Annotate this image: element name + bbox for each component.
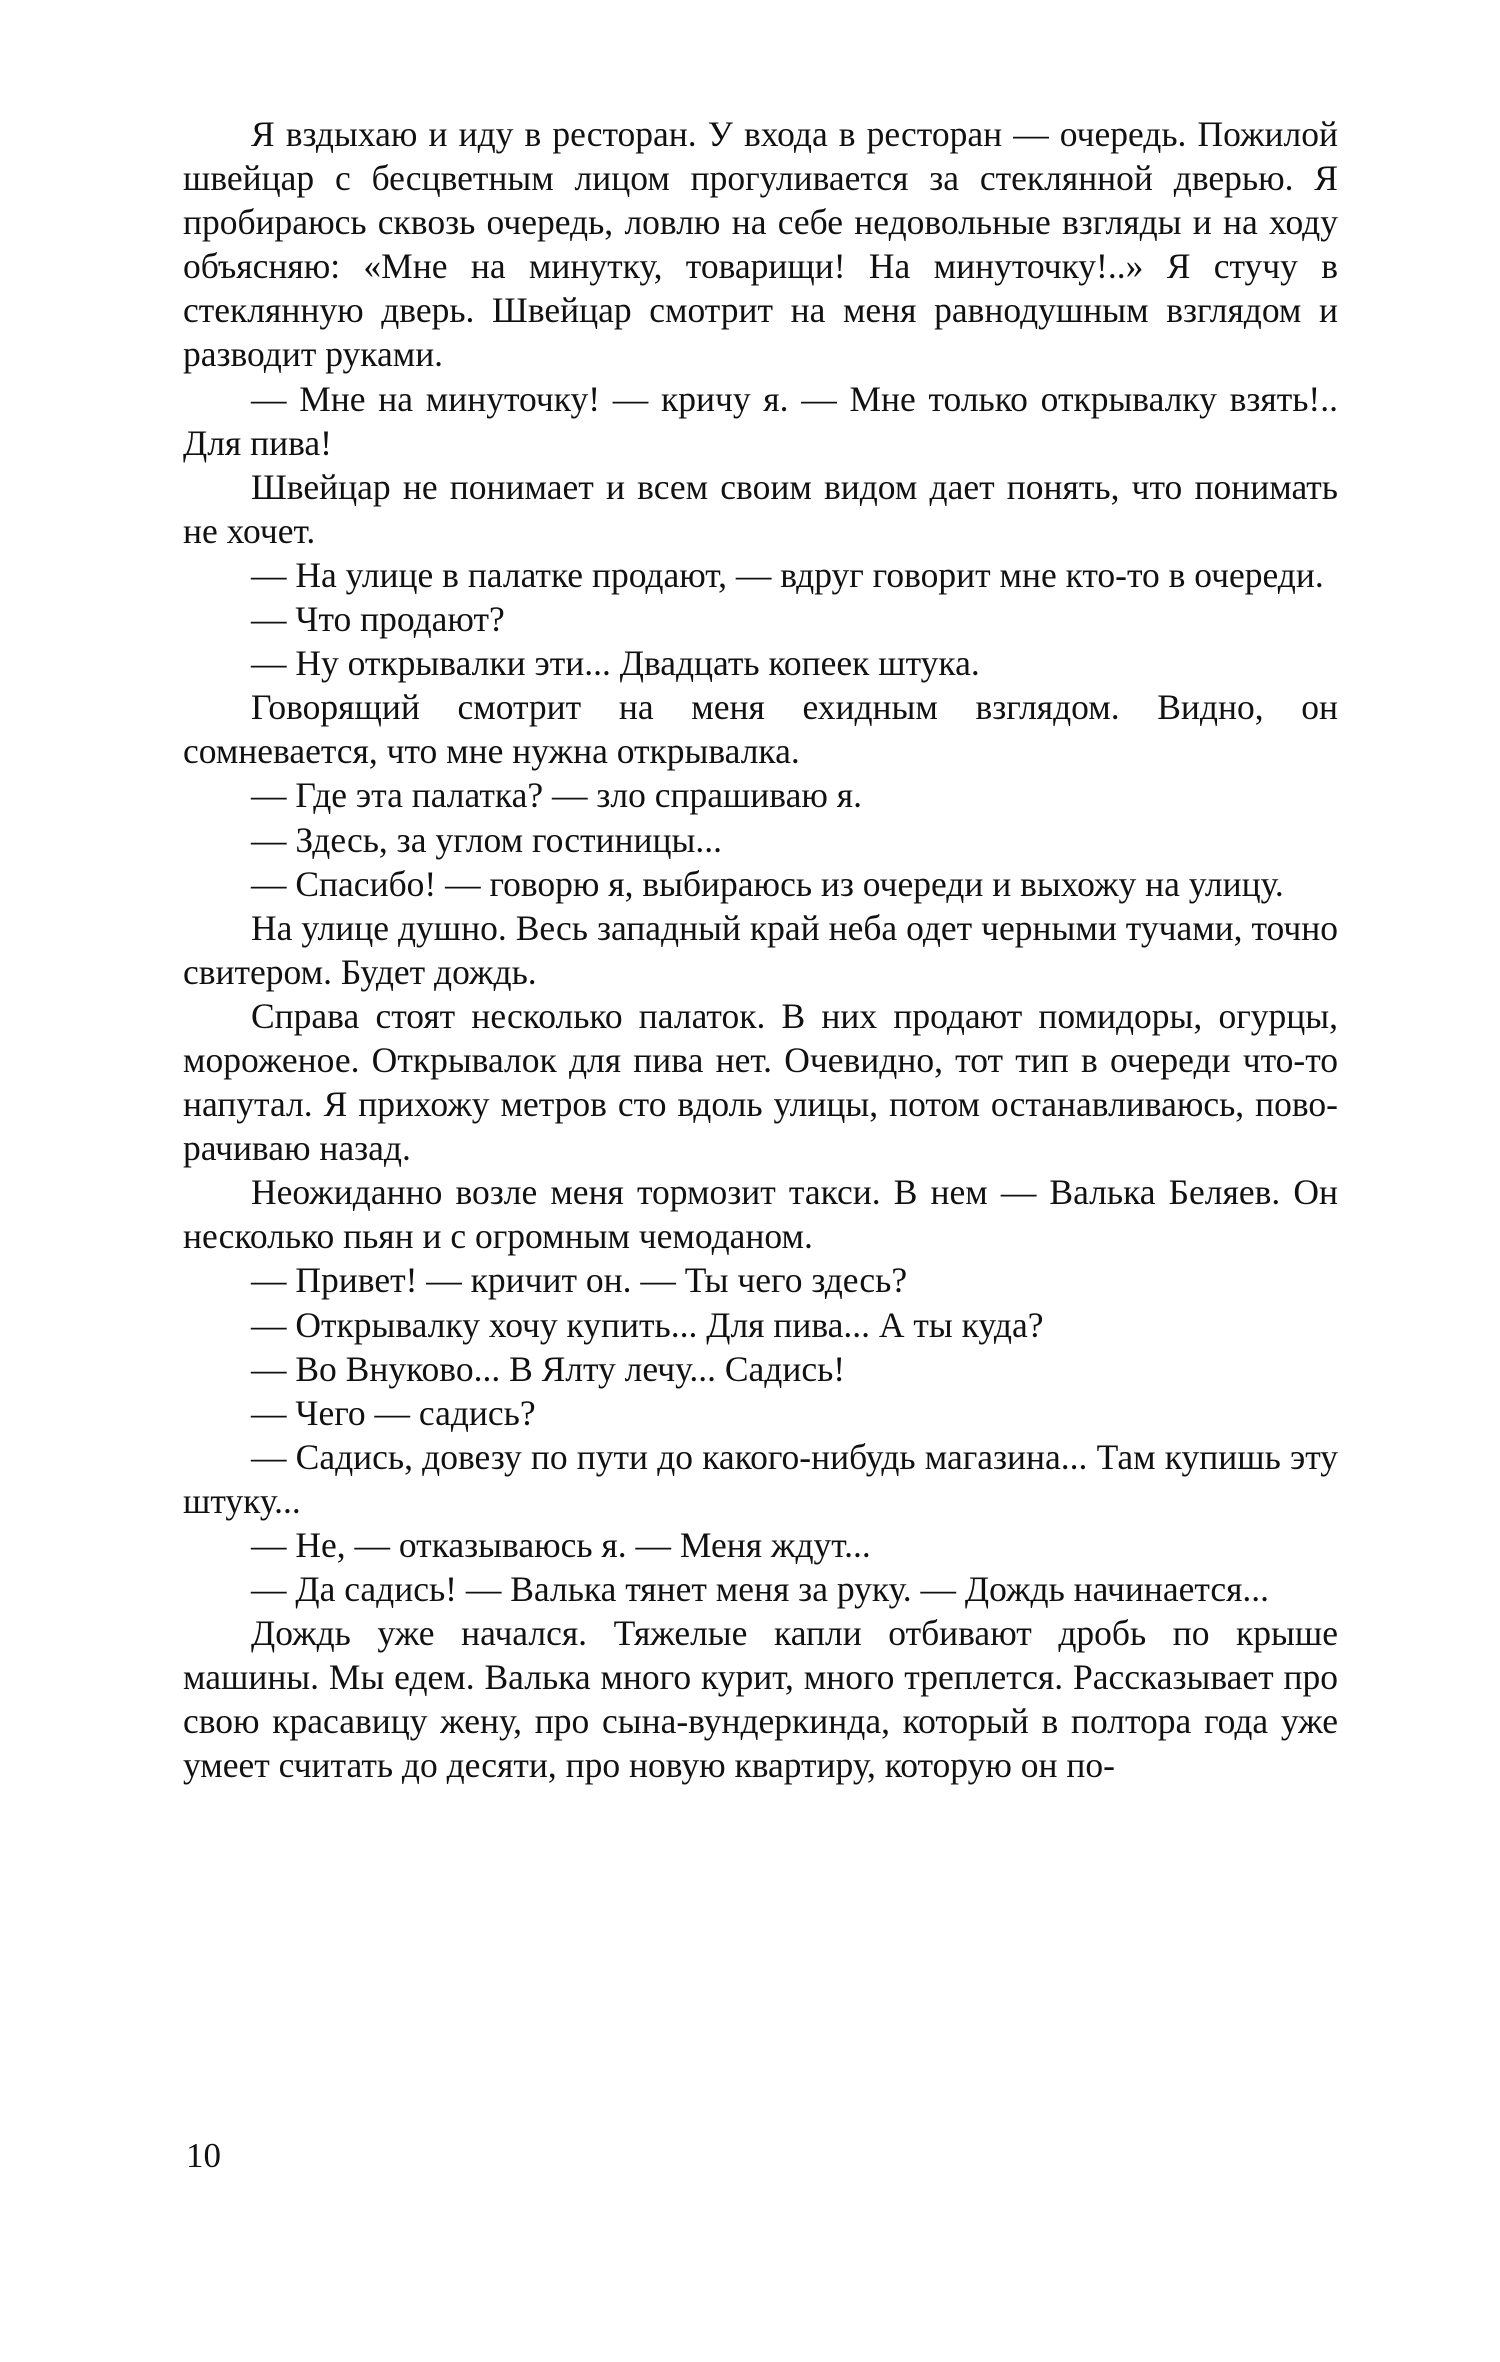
paragraph: — Здесь, за углом гостиницы... (251, 819, 723, 860)
paragraph: Швейцар не понимает и всем своим видом дает понять, что понимать не хочет. (183, 466, 1338, 551)
paragraph: — Что продают? (251, 599, 505, 640)
paragraph: Дождь уже начался. Тяжелые капли отбивают дробь по крыше машины. Мы едем. Валька много курит, много треплется. Рассказывает про свою красавицу жену, про сына-вундеркинда, который в полтора года уже умеет считать до десяти, про новую квартиру, которую он по- (183, 1613, 1338, 1786)
paragraph: — Мне на минуточку! — кричу я. — Мне только открывалку взять!.. Для пива! (183, 378, 1338, 463)
paragraph: — Где эта палатка? — зло спрашиваю я. (251, 775, 862, 816)
paragraph: Справа стоят несколько палаток. В них продают помидоры, огурцы, мороженое. Открывалок для пива нет. Очевидно, тот тип в очереди что-то напутал. Я прихожу метров сто вдоль улицы, потом останавливаюсь, поворачиваю назад. (183, 995, 1338, 1169)
paragraph: — Чего — садись? (251, 1392, 536, 1433)
paragraph: На улице душно. Весь западный край неба одет черными тучами, точно свитером. Будет дождь. (183, 907, 1338, 992)
page-number: 10 (186, 2136, 221, 2175)
paragraph: — Во Внуково... В Ялту лечу... Садись! (251, 1348, 846, 1389)
paragraph: — Да садись! — Валька тянет меня за руку. — Дождь начинается... (251, 1569, 1270, 1610)
paragraph: Неожиданно возле меня тормозит такси. В нем — Валька Беляев. Он несколько пьян и с огромным чемоданом. (183, 1172, 1338, 1257)
paragraph: — Садись, довезу по пути до какого-нибудь магазина... Там купишь эту штуку... (183, 1436, 1338, 1521)
paragraph: — Открывалку хочу купить... Для пива... А ты куда? (251, 1304, 1044, 1345)
paragraph: — Спасибо! — говорю я, выбираюсь из очереди и выхожу на улицу. (251, 863, 1284, 904)
paragraph: Я вздыхаю и иду в ресторан. У входа в ресторан — очередь. Пожилой швейцар с бесцветным лицом прогуливается за стеклянной дверью. Я пробираюсь сквозь очередь, ловлю на себе недовольные взгляды и на ходу объясняю: «Мне на минутку, товарищи! На минуточку!..» Я стучу в стеклянную дверь. Швейцар смотрит на меня равнодушным взглядом и разводит руками. (183, 114, 1338, 375)
paragraph: — Не, — отказываюсь я. — Меня ждут... (251, 1525, 871, 1565)
page-text-block (183, 112, 1338, 1788)
paragraph: — Ну открывалки эти... Двадцать копеек штука. (251, 643, 980, 684)
paragraph: — На улице в палатке продают, — вдруг говорит мне кто-то в очереди. (251, 554, 1324, 595)
paragraph: — Привет! — кричит он. — Ты чего здесь? (251, 1260, 908, 1301)
paragraph: Говорящий смотрит на меня ехидным взглядом. Видно, он сомневается, что мне нужна открывалка. (183, 687, 1338, 772)
